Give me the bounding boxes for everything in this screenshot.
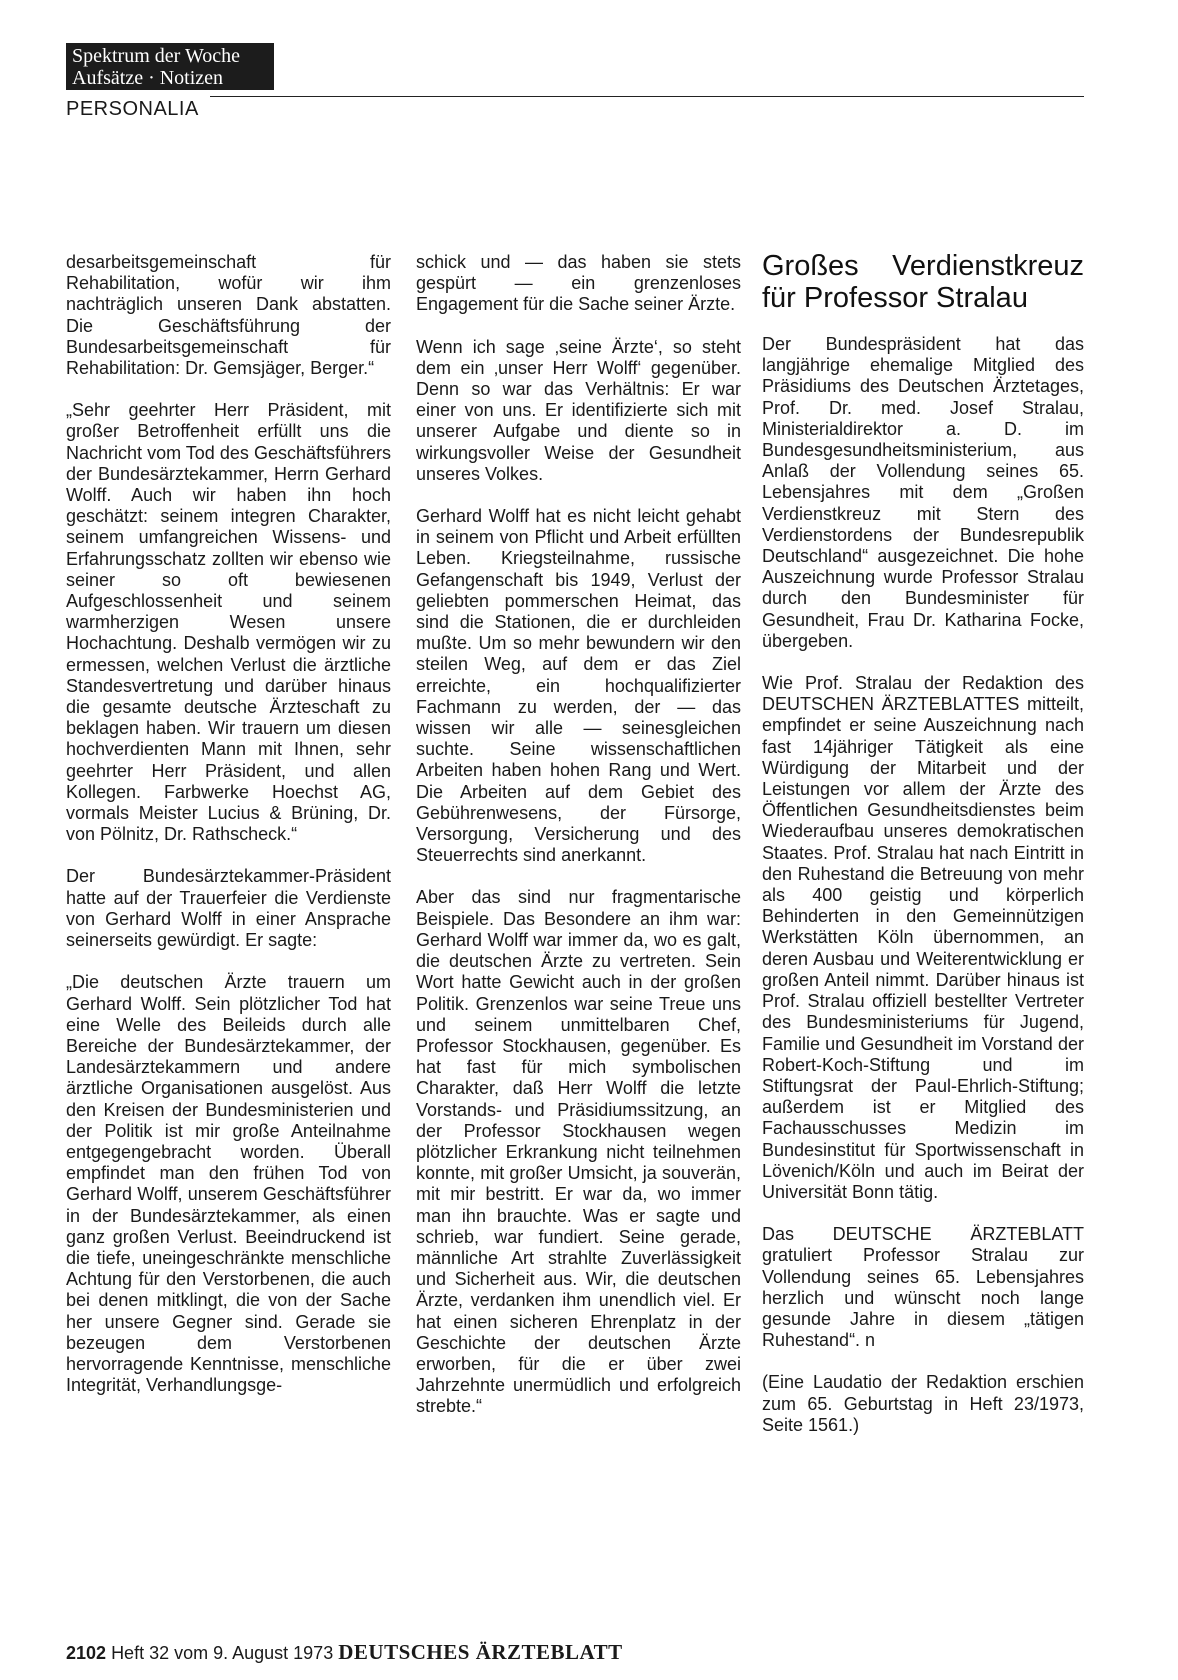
section-tab bbox=[66, 43, 274, 90]
page-number: 2102 bbox=[66, 1643, 107, 1663]
paragraph: „Die deutschen Ärzte trauern um Gerhard Wolff. Sein plötzlicher Tod hat eine Welle des Beileids durch alle Bereiche der Bundesärztekammer, der Landesärztekammern und andere ärztliche Organisationen ausgelöst. Aus den Kreisen der Bundesministerien und der Politik ist mir große Anteilnahme entgegengebracht worden. Überall empfindet man den frühen Tod von Gerhard Wolff, unserem Geschäftsführer in der Bundesärztekammer, als einen ganz großen Verlust. Beeindruckend ist die tiefe, uneingeschränkte menschliche Achtung für den Verstorbenen, die auch bei denen mitklingt, die von der Sache her unsere Gegner sind. Gerade sie bezeugen dem Verstorbenen hervorragende Kenntnisse, menschliche Integrität, Verhandlungsge- bbox=[66, 972, 391, 1396]
section-tab-line1: Spektrum der Woche bbox=[72, 45, 240, 67]
article-headline: Großes Verdienstkreuz für Professor Stralau bbox=[762, 250, 1084, 314]
paragraph: Der Bundespräsident hat das langjährige ehemalige Mitglied des Präsidiums des Deutschen Ärztetages, Prof. Dr. med. Josef Stralau, Ministerialdirektor a. D. im Bundesgesundheitsministerium, aus Anlaß der Vollendung seines 65. Lebensjahres mit dem „Großen Verdienstkreuz mit Stern des Verdienstordens der Bundesrepublik Deutschland“ ausgezeichnet. Die hohe Auszeichnung wurde Professor Stralau durch den Bundesminister für Gesundheit, Frau Dr. Katharina Focke, übergeben. bbox=[762, 334, 1084, 651]
magazine-name: DEUTSCHES ÄRZTEBLATT bbox=[338, 1640, 623, 1664]
column-2 bbox=[416, 252, 741, 1439]
paragraph: (Eine Laudatio der Redaktion erschien zum 65. Geburtstag in Heft 23/1973, Seite 1561.) bbox=[762, 1372, 1084, 1435]
section-title: PERSONALIA bbox=[66, 98, 199, 120]
paragraph: schick und — das haben sie stets gespürt — ein grenzenloses Engagement für die Sache seiner Ärzte. bbox=[416, 252, 741, 315]
paragraph: Wenn ich sage ‚seine Ärzte‘, so steht dem ein ‚unser Herr Wolff‘ gegenüber. Denn so war das Verhältnis: Er war einer von uns. Er identifizierte sich mit unserer Aufgabe und diente so in wirkungsvoller Weise der Gesundheit unseres Volkes. bbox=[416, 336, 741, 484]
header-rule bbox=[210, 96, 1084, 97]
section-tab-line2: Aufsätze · Notizen bbox=[72, 67, 224, 89]
paragraph: desarbeitsgemeinschaft für Rehabilitation, wofür wir ihm nachträglich unseren Dank abstatten. Die Geschäftsführung der Bundesarbeitsgemeinschaft für Rehabilitation: Dr. Gemsjäger, Berger.“ bbox=[66, 252, 391, 379]
column-1 bbox=[66, 252, 391, 1417]
page-footer bbox=[66, 1640, 623, 1665]
paragraph: Gerhard Wolff hat es nicht leicht gehabt in seinem von Pflicht und Arbeit erfüllten Leben. Kriegsteilnahme, russische Gefangenschaft bis 1949, Verlust der geliebten pommerschen Heimat, das sind die Stationen, die er durchleiden mußte. Um so mehr bewundern wir den steilen Weg, auf dem er das Ziel erreichte, ein hochqualifizierter Fachmann zu werden, der — das wissen wir alle — seinesgleichen suchte. Seine wissenschaftlichen Arbeiten haben hohen Rang und Wert. Die Arbeiten auf dem Gebiet des Gebührenwesens, der Fürsorge, Versorgung, Versicherung und des Steuerrechts sind anerkannt. bbox=[416, 506, 741, 866]
issue-info: Heft 32 vom 9. August 1973 bbox=[111, 1643, 334, 1663]
paragraph: Das DEUTSCHE ÄRZTEBLATT gratuliert Professor Stralau zur Vollendung seines 65. Lebensjahres herzlich und wünscht noch lange gesunde Jahre in diesem „tätigen Ruhestand“. n bbox=[762, 1224, 1084, 1351]
paragraph: Wie Prof. Stralau der Redaktion des DEUTSCHEN ÄRZTEBLATTES mitteilt, empfindet er seine Auszeichnung nach fast 14jähriger Tätigkeit als eine Würdigung der Mitarbeit und der Leistungen vor allem der Ärzte des Öffentlichen Gesundheitsdienstes beim Wiederaufbau unseres demokratischen Staates. Prof. Stralau hat nach Eintritt in den Ruhestand die Betreuung von mehr als 400 geistig und körperlich Behinderten in den Gemeinnützigen Werkstätten Köln übernommen, an deren Ausbau und Weiterentwicklung er großen Anteil nimmt. Darüber hinaus ist Prof. Stralau offiziell bestellter Vertreter des Bundesministeriums für Jugend, Familie und Gesundheit im Vorstand der Robert-Koch-Stiftung und im Stiftungsrat der Paul-Ehrlich-Stiftung; außerdem ist er Mitglied des Fachausschusses Medizin im Bundesinstitut für Sportwissenschaft in Lövenich/Köln und auch im Beirat der Universität Bonn tätig. bbox=[762, 673, 1084, 1202]
paragraph: „Sehr geehrter Herr Präsident, mit großer Betroffenheit erfüllt uns die Nachricht vom Tod des Geschäftsführers der Bundesärztekammer, Herrn Gerhard Wolff. Auch wir haben ihn hoch geschätzt: seinem integren Charakter, seinem umfangreichen Wissens- und Erfahrungsschatz zollten wir ebenso wie seiner so oft bewiesenen Aufgeschlossenheit und seinem warmherzigen Wesen unsere Hochachtung. Deshalb vermögen wir zu ermessen, welchen Verlust die ärztliche Standesvertretung und darüber hinaus die gesamte deutsche Ärzteschaft zu beklagen haben. Wir trauern um diesen hochverdienten Mann mit Ihnen, sehr geehrter Herr Präsident, und allen Kollegen. Farbwerke Hoechst AG, vormals Meister Lucius & Brüning, Dr. von Pölnitz, Dr. Rathscheck.“ bbox=[66, 400, 391, 845]
column-3 bbox=[762, 250, 1084, 1457]
paragraph: Aber das sind nur fragmentarische Beispiele. Das Besondere an ihm war: Gerhard Wolff war immer da, wo es galt, die deutschen Ärzte zu vertreten. Sein Wort hatte Gewicht auch in der großen Politik. Grenzenlos war seine Treue uns und seinem unmittelbaren Chef, Professor Stockhausen, gegenüber. Es hat fast für mich symbolischen Charakter, daß Herr Wolff die letzte Vorstands- und Präsidiumssitzung, an der Professor Stockhausen wegen plötzlicher Erkrankung nicht teilnehmen konnte, mit großer Umsicht, ja souverän, mit mir bestritt. Er war da, wo immer man ihn brauchte. Was er sagte und schrieb, war fundiert. Seine gerade, männliche Art strahlte Zuverlässigkeit und Sicherheit aus. Wir, die deutschen Ärzte, verdanken ihm unendlich viel. Er hat einen sicheren Ehrenplatz in der Geschichte der deutschen Ärzte erworben, für die er über zwei Jahrzehnte unermüdlich und erfolgreich strebte.“ bbox=[416, 887, 741, 1417]
paragraph: Der Bundesärztekammer-Präsident hatte auf der Trauerfeier die Verdienste von Gerhard Wolff in einer Ansprache seinerseits gewürdigt. Er sagte: bbox=[66, 866, 391, 951]
